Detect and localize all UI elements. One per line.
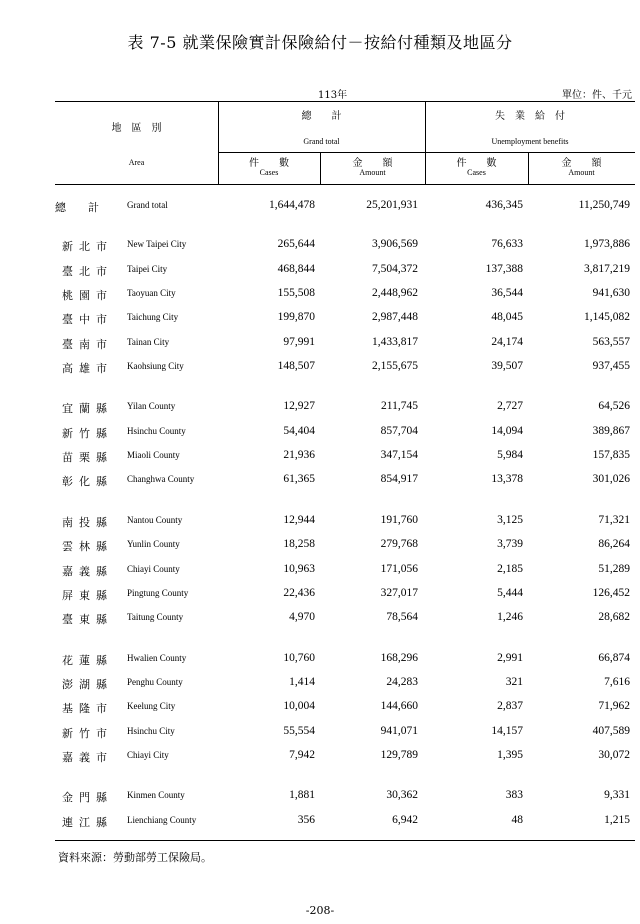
area-header-en: Area — [128, 158, 145, 167]
amount-header-en: Amount — [359, 168, 386, 177]
cases-total-value: 10,004 — [283, 700, 315, 712]
amount-total-value: 3,906,569 — [372, 238, 418, 250]
amount-unemp-value: 407,589 — [592, 725, 630, 737]
cases-total-value: 10,760 — [283, 652, 315, 664]
amount-unemp-value: 9,331 — [604, 789, 630, 801]
table-row — [0, 676, 640, 692]
area-name-en: Taipei City — [127, 264, 168, 274]
table-row — [0, 263, 640, 279]
area-name-zh: 苗栗縣 — [62, 451, 113, 464]
amount-total-value: 857,704 — [380, 425, 418, 437]
area-name-en: Lienchiang County — [127, 815, 197, 825]
cases-total-value: 10,963 — [283, 563, 315, 575]
table-row — [0, 725, 640, 741]
table-row — [0, 311, 640, 327]
amount-total-value: 168,296 — [380, 652, 418, 664]
area-name-en: Hsinchu County — [127, 426, 186, 436]
cases-total-value: 18,258 — [283, 538, 315, 550]
cases-unemp-value: 13,378 — [491, 473, 523, 485]
cases-unemp-value: 436,345 — [485, 199, 523, 211]
area-name-en: Tainan City — [127, 337, 170, 347]
unit-label: 單位：件、千元 — [562, 90, 632, 101]
cases-unemp-value: 2,991 — [497, 652, 523, 664]
cases-header-zh: 件 數 — [249, 158, 289, 169]
cases-unemp-value: 14,157 — [491, 725, 523, 737]
cases-header-zh: 件 數 — [456, 158, 497, 169]
cases-unemp-value: 48 — [511, 814, 523, 826]
cases-total-value: 468,844 — [277, 263, 315, 275]
table-row — [0, 789, 640, 805]
area-name-en: Taoyuan City — [127, 288, 176, 298]
cases-unemp-value: 321 — [505, 676, 523, 688]
area-name-zh: 桃園市 — [62, 289, 113, 302]
total-header-zh: 總 計 — [301, 111, 342, 122]
table-row — [0, 700, 640, 716]
area-name-en: Changhwa County — [127, 474, 195, 484]
cases-total-value: 155,508 — [277, 287, 315, 299]
cases-header-en: Cases — [467, 168, 486, 177]
amount-total-value: 2,448,962 — [372, 287, 418, 299]
area-name-en: Kinmen County — [127, 790, 185, 800]
area-name-en: Kaohsiung City — [127, 361, 184, 371]
cases-unemp-value: 2,727 — [497, 400, 523, 412]
cases-total-value: 61,365 — [283, 473, 315, 485]
cases-total-value: 265,644 — [277, 238, 315, 250]
amount-header-zh: 金 額 — [561, 158, 602, 169]
cases-unemp-value: 1,395 — [497, 749, 523, 761]
cases-unemp-value: 1,246 — [497, 611, 523, 623]
cases-total-value: 199,870 — [277, 311, 315, 323]
amount-total-value: 191,760 — [380, 514, 418, 526]
amount-unemp-value: 157,835 — [592, 449, 630, 461]
table-row — [0, 538, 640, 554]
amount-unemp-value: 1,973,886 — [584, 238, 630, 250]
amount-unemp-value: 937,455 — [592, 360, 630, 372]
area-name-zh: 宜蘭縣 — [62, 402, 113, 415]
page-number: -208- — [305, 904, 335, 917]
table-title: 表 7-5 就業保險實計保險給付－按給付種類及地區分 — [127, 33, 513, 52]
amount-total-value: 347,154 — [380, 449, 418, 461]
area-name-zh: 澎湖縣 — [62, 678, 113, 691]
table-row — [0, 449, 640, 465]
area-name-en: Taitung County — [127, 612, 184, 622]
table-row — [0, 587, 640, 603]
amount-total-value: 171,056 — [380, 563, 418, 575]
amount-total-value: 24,283 — [386, 676, 418, 688]
amount-unemp-value: 941,630 — [592, 287, 630, 299]
cases-total-value: 22,436 — [283, 587, 315, 599]
total-header-en: Grand total — [303, 137, 340, 146]
area-name-en: Hwalien County — [127, 653, 187, 663]
area-name-zh: 南投縣 — [62, 516, 113, 529]
amount-unemp-value: 11,250,749 — [578, 199, 630, 211]
cases-unemp-value: 39,507 — [491, 360, 523, 372]
cases-unemp-value: 24,174 — [491, 336, 523, 348]
area-name-en: Chiayi City — [127, 750, 169, 760]
area-name-zh: 金門縣 — [62, 791, 113, 804]
area-name-zh: 連江縣 — [62, 816, 113, 829]
area-name-zh: 新北市 — [62, 240, 113, 253]
area-name-zh: 嘉義市 — [62, 751, 113, 764]
cases-total-value: 148,507 — [277, 360, 315, 372]
table-row — [0, 749, 640, 765]
table-row — [0, 652, 640, 668]
cases-total-value: 12,944 — [283, 514, 315, 526]
cases-unemp-value: 137,388 — [485, 263, 523, 275]
area-name-zh: 雲林縣 — [62, 540, 113, 553]
amount-unemp-value: 71,321 — [598, 514, 630, 526]
cases-total-value: 21,936 — [283, 449, 315, 461]
amount-unemp-value: 64,526 — [598, 400, 630, 412]
area-name-zh: 新竹市 — [62, 727, 113, 740]
unemp-header-en: Unemployment benefits — [491, 137, 569, 146]
area-name-zh: 臺東縣 — [62, 613, 113, 626]
amount-unemp-value: 1,215 — [604, 814, 630, 826]
area-name-zh: 臺中市 — [62, 313, 113, 326]
amount-total-value: 2,987,448 — [372, 311, 418, 323]
cases-total-value: 1,881 — [289, 789, 315, 801]
table-row — [0, 425, 640, 441]
area-name-zh: 花蓮縣 — [62, 654, 113, 667]
header-mid-rule — [218, 152, 635, 153]
amount-total-value: 30,362 — [386, 789, 418, 801]
amount-unemp-value: 389,867 — [592, 425, 630, 437]
amount-total-value: 854,917 — [380, 473, 418, 485]
table-row — [0, 400, 640, 416]
area-header-zh: 地 區 別 — [111, 123, 162, 134]
cases-unemp-value: 48,045 — [491, 311, 523, 323]
table-bottom-rule — [55, 840, 635, 841]
table-row — [0, 199, 640, 215]
area-name-en: Yunlin County — [127, 539, 180, 549]
amount-total-value: 327,017 — [380, 587, 418, 599]
cases-unemp-value: 5,444 — [497, 587, 523, 599]
area-name-en: Yilan County — [127, 401, 176, 411]
cases-unemp-value: 14,094 — [491, 425, 523, 437]
area-name-zh: 臺北市 — [62, 265, 113, 278]
amount-unemp-value: 51,289 — [598, 563, 630, 575]
area-name-zh: 新竹縣 — [62, 427, 113, 440]
cases-unemp-value: 76,633 — [491, 238, 523, 250]
cases-total-value: 7,942 — [289, 749, 315, 761]
cases-total-value: 12,927 — [283, 400, 315, 412]
area-name-en: Pingtung County — [127, 588, 189, 598]
amount-unemp-value: 563,557 — [592, 336, 630, 348]
cases-total-value: 4,970 — [289, 611, 315, 623]
cases-total-value: 55,554 — [283, 725, 315, 737]
area-name-en: Keelung City — [127, 701, 176, 711]
cases-unemp-value: 3,125 — [497, 514, 523, 526]
amount-total-value: 279,768 — [380, 538, 418, 550]
header-bottom-rule — [55, 184, 635, 185]
cases-unemp-value: 383 — [505, 789, 523, 801]
cases-total-value: 356 — [297, 814, 315, 826]
cases-total-value: 54,404 — [283, 425, 315, 437]
amount-unemp-value: 86,264 — [598, 538, 630, 550]
table-row — [0, 336, 640, 352]
amount-unemp-value: 71,962 — [598, 700, 630, 712]
table-row — [0, 360, 640, 376]
table-row — [0, 473, 640, 489]
area-name-zh: 臺南市 — [62, 338, 113, 351]
table-row — [0, 514, 640, 530]
amount-total-value: 7,504,372 — [372, 263, 418, 275]
cases-total-value: 97,991 — [283, 336, 315, 348]
area-name-zh: 屏東縣 — [62, 589, 113, 602]
area-name-en: Penghu County — [127, 677, 183, 687]
cases-total-value: 1,644,478 — [269, 199, 315, 211]
table-row — [0, 814, 640, 830]
table-row — [0, 563, 640, 579]
amount-total-value: 129,789 — [380, 749, 418, 761]
area-name-en: Nantou County — [127, 515, 183, 525]
amount-header-zh: 金 額 — [352, 158, 393, 169]
table-row — [0, 238, 640, 254]
area-name-zh: 彰化縣 — [62, 475, 113, 488]
amount-total-value: 78,564 — [386, 611, 418, 623]
area-name-zh: 基隆市 — [62, 702, 113, 715]
amount-unemp-value: 7,616 — [604, 676, 630, 688]
area-name-en: New Taipei City — [127, 239, 187, 249]
table-row — [0, 611, 640, 627]
amount-total-value: 25,201,931 — [366, 199, 418, 211]
cases-unemp-value: 2,185 — [497, 563, 523, 575]
cases-unemp-value: 5,984 — [497, 449, 523, 461]
area-name-en: Chiayi County — [127, 564, 180, 574]
area-name-en: Miaoli County — [127, 450, 180, 460]
amount-total-value: 6,942 — [392, 814, 418, 826]
cases-header-en: Cases — [259, 168, 279, 177]
cases-unemp-value: 36,544 — [491, 287, 523, 299]
area-name-zh: 嘉義縣 — [62, 565, 113, 578]
amount-unemp-value: 28,682 — [598, 611, 630, 623]
area-name-zh: 高雄市 — [62, 362, 113, 375]
amount-total-value: 144,660 — [380, 700, 418, 712]
amount-unemp-value: 66,874 — [598, 652, 630, 664]
amount-unemp-value: 301,026 — [592, 473, 630, 485]
amount-header-en: Amount — [568, 168, 595, 177]
area-name-en: Taichung City — [127, 312, 179, 322]
table-top-rule — [55, 101, 635, 102]
amount-total-value: 941,071 — [380, 725, 418, 737]
amount-unemp-value: 126,452 — [592, 587, 630, 599]
year-label: 113年 — [318, 90, 348, 101]
source-note: 資料來源：勞動部勞工保險局。 — [58, 851, 212, 864]
amount-total-value: 1,433,817 — [372, 336, 418, 348]
amount-unemp-value: 3,817,219 — [584, 263, 630, 275]
amount-unemp-value: 1,145,082 — [584, 311, 630, 323]
cases-unemp-value: 2,837 — [497, 700, 523, 712]
unemp-header-zh: 失 業 給 付 — [495, 111, 565, 122]
area-name-en: Grand total — [127, 200, 168, 210]
cases-total-value: 1,414 — [289, 676, 315, 688]
area-name-en: Hsinchu City — [127, 726, 175, 736]
amount-total-value: 2,155,675 — [372, 360, 418, 372]
area-name-zh: 總 計 — [55, 201, 99, 214]
table-row — [0, 287, 640, 303]
amount-unemp-value: 30,072 — [598, 749, 630, 761]
amount-total-value: 211,745 — [381, 400, 418, 412]
cases-unemp-value: 3,739 — [497, 538, 523, 550]
